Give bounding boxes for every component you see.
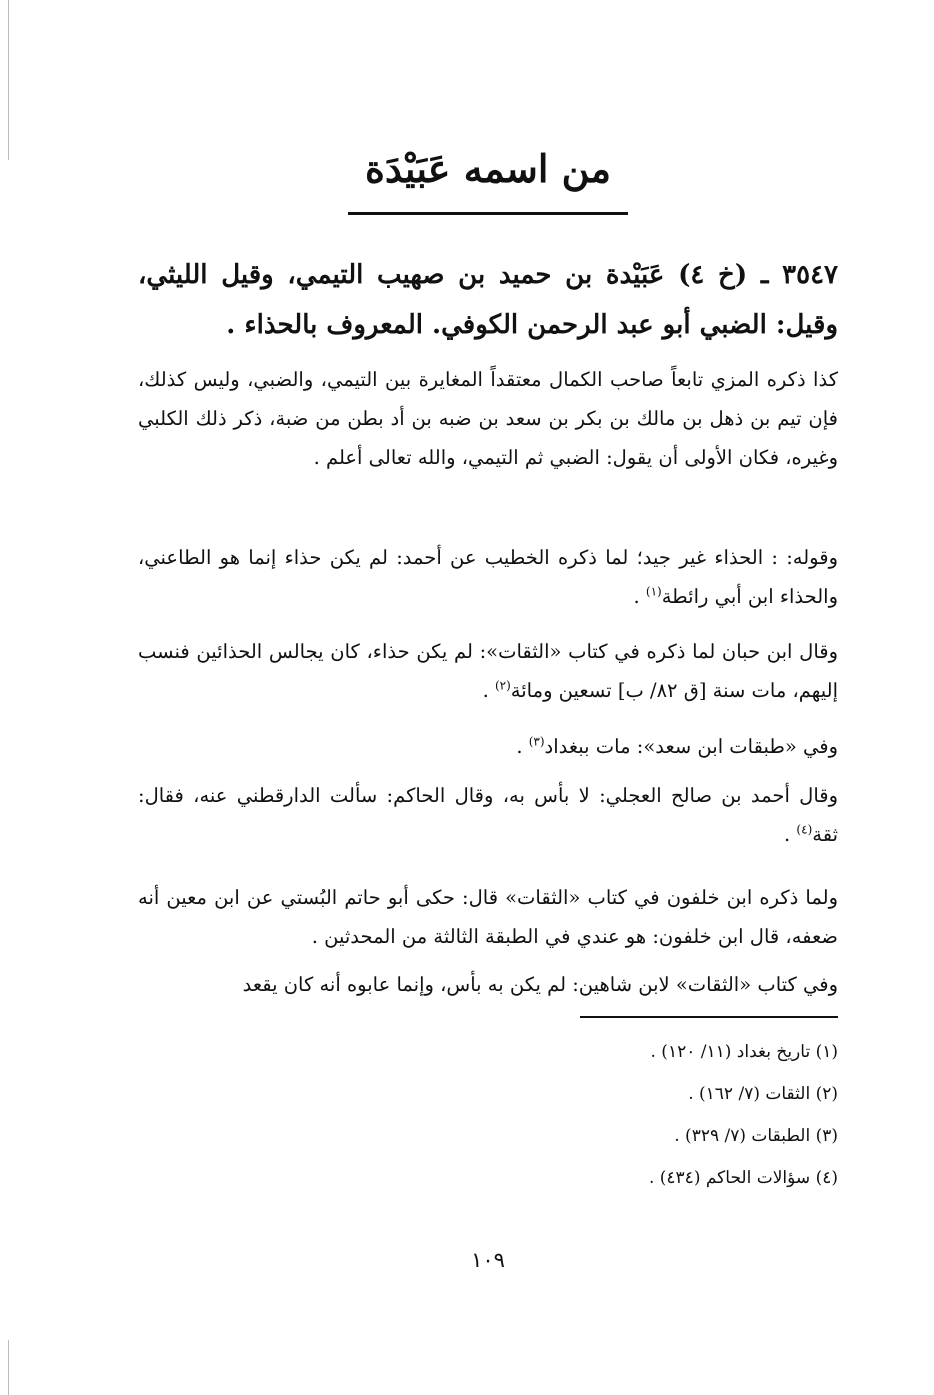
paragraph-text: وفي كتاب «الثقات» لابن شاهين: لم يكن به بأس، وإنما عابوه أنه كان يقعد <box>242 973 838 996</box>
section-title: من اسمه عَبَيْدَة <box>365 146 611 191</box>
paragraph-text: وقوله: : الحذاء غير جيد؛ لما ذكره الخطيب عن أحمد: لم يكن حذاء إنما هو الطاعني، والحذاء ابن أبي رائطة <box>138 546 838 608</box>
paragraph-tail: . <box>633 585 646 608</box>
paragraph <box>138 878 838 956</box>
paragraph <box>138 965 838 1004</box>
footnote: (٤) سؤالات الحاكم (٤٣٤) . <box>648 1168 838 1188</box>
document-page <box>138 0 838 1395</box>
footnote-ref: (٢) <box>494 678 511 693</box>
page-edge-line-bottom <box>8 1340 9 1395</box>
paragraph-text: ولما ذكره ابن خلفون في كتاب «الثقات» قال: حكى أبو حاتم البُستي عن ابن معين أنه ضعفه، قال ابن خلفون: هو عندي في الطبقة الثالثة من المحدثين . <box>138 886 838 948</box>
paragraph <box>138 632 838 710</box>
paragraph-text: كذا ذكره المزي تابعاً صاحب الكمال معتقداً المغايرة بين التيمي، والضبي، وليس كذلك، فإن تيم بن ذهل بن مالك بن بكر بن سعد بن ضبه بن أد بطن من ضبة، ذكر ذلك الكلبي وغيره، فكان الأولى أن يقول: الضبي ثم التيمي، والله تعالى أعلم . <box>138 368 838 469</box>
paragraph-tail: . <box>482 679 495 702</box>
page-edge-line <box>8 0 9 160</box>
page-number: ١٠٩ <box>471 1248 505 1272</box>
footnote: (٢) الثقات (٧/ ١٦٢) . <box>688 1084 838 1104</box>
paragraph-tail: . <box>516 735 529 758</box>
footnote-separator <box>580 1016 838 1018</box>
paragraph <box>138 727 838 766</box>
paragraph <box>138 538 838 616</box>
footnote-ref: (٣) <box>528 734 545 749</box>
paragraph <box>138 776 838 854</box>
footnote: (٣) الطبقات (٧/ ٣٢٩) . <box>674 1126 838 1146</box>
footnote-ref: (٤) <box>796 822 813 837</box>
paragraph-tail: . <box>784 823 797 846</box>
paragraph-text: وقال ابن حبان لما ذكره في كتاب «الثقات»: لم يكن حذاء، كان يجالس الحذائين فنسب إليهم، مات سنة [ق ٨٢/ ب] تسعين ومائة <box>138 640 838 702</box>
footnote-ref: (١) <box>645 584 662 599</box>
paragraph-text: وفي «طبقات ابن سعد»: مات ببغداد <box>544 735 838 758</box>
footnote: (١) تاريخ بغداد (١١/ ١٢٠) . <box>650 1042 838 1062</box>
entry-heading: ٣٥٤٧ ـ (خ ٤) عَبَيْدة بن حميد بن صهيب التيمي، وقيل الليثي، وقيل: الضبي أبو عبد الرحمن الكوفي. المعروف بالحذاء . <box>138 260 839 340</box>
paragraph-text: وقال أحمد بن صالح العجلي: لا بأس به، وقال الحاكم: سألت الدارقطني عنه، فقال: ثقة <box>138 784 838 846</box>
paragraph <box>138 360 838 477</box>
title-underline <box>348 212 628 215</box>
